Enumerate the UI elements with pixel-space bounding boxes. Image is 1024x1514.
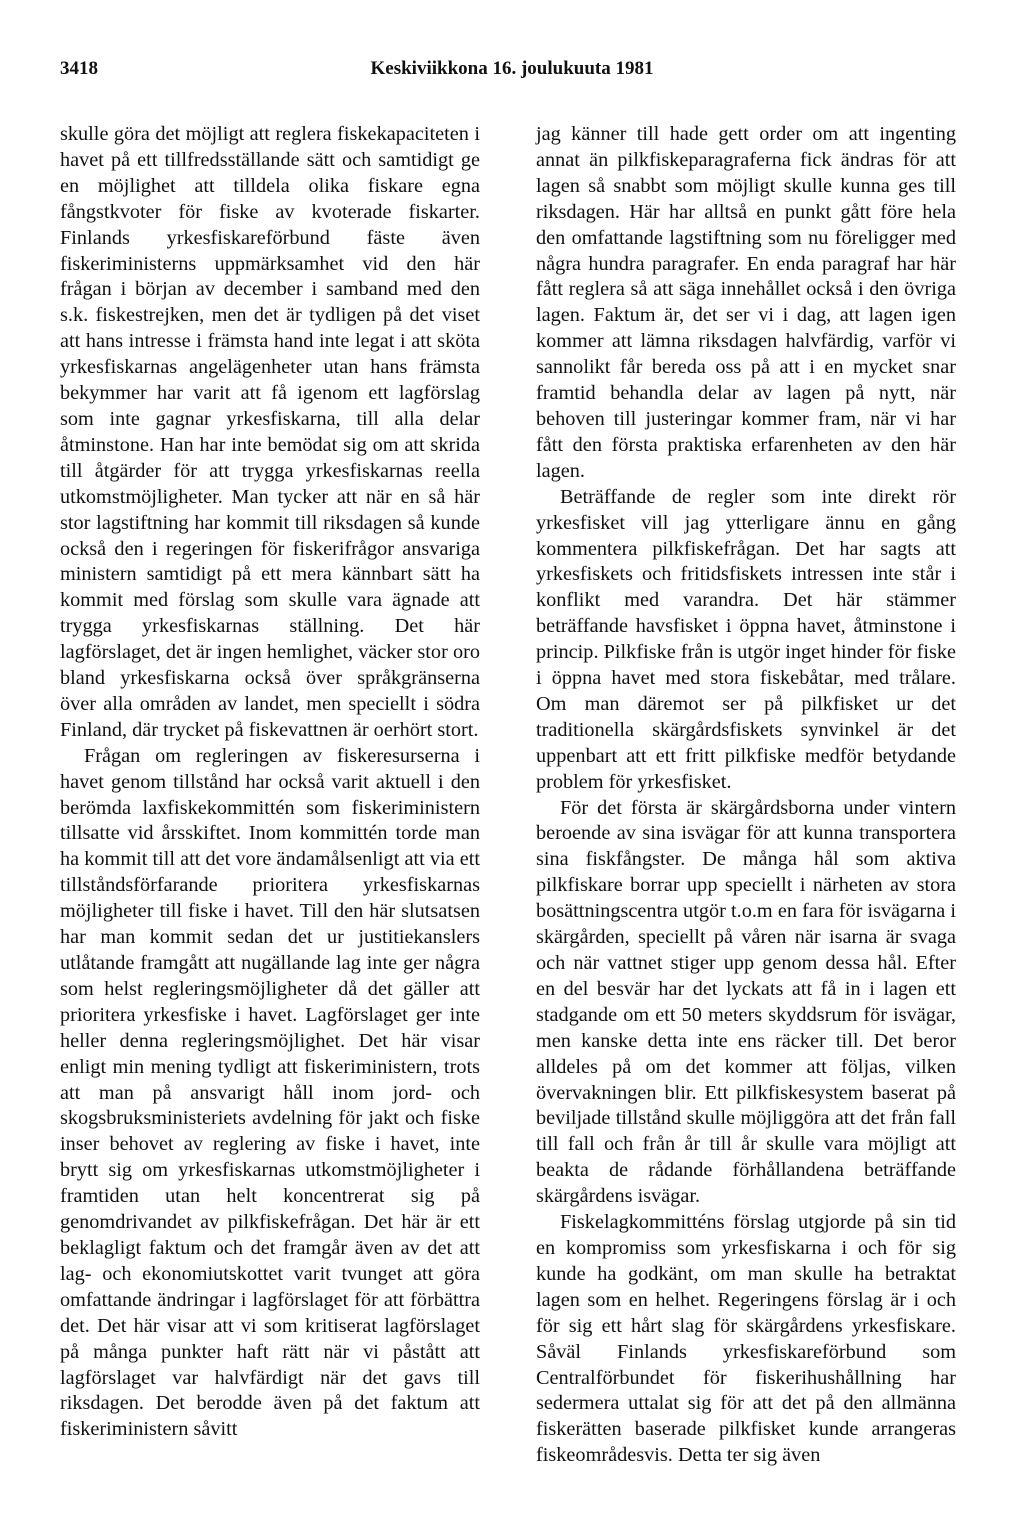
body-paragraph: Frågan om regleringen av fiskeresurserna i havet genom tillstånd har också varit aktuell i den berömda laxfiskekommittén som fiskeriministern tillsatte vid årsskiftet. Inom kommittén torde man ha kommit till att det vore ändamålsenligt att via ett tillståndsförfarande prioritera yrkesfiskarnas möjligheter till fiske i havet. Till den här slutsatsen har man kommit sedan det ur justitiekanslers utlåtande framgått att nugällande lag inte ger några som helst regleringsmöjligheter då det gäller att prioritera yrkesfiske i havet. Lagförslaget ger inte heller denna regleringsmöjlighet. Det här visar enligt min mening tydligt att fiskeriministern, trots att man på ansvarigt håll inom jord- och skogsbruksministeriets avdelning för jakt och fiske inser behovet av reglering av fiske i havet, inte brytt sig om yrkesfiskarnas utkomstmöjligheter i framtiden utan helt koncentrerat sig på genomdrivandet av pilkfiskefrågan. Det här är ett beklagligt faktum och det framgår även av det att lag- och ekonomiutskottet varit tvunget att göra omfattande ändringar i lagförslaget för att förbättra det. Det här visar att vi som kritiserat lagförslaget på många punkter haft rätt när vi påstått att lagförslaget var halvfärdigt när det gavs till riksdagen. Det berodde även på det faktum att fiskeriministern såvitt bbox=[60, 744, 480, 1441]
running-head: Keskiviikkona 16. joulukuuta 1981 bbox=[370, 58, 654, 79]
page-header bbox=[60, 58, 964, 88]
body-paragraph: För det första är skärgårdsborna under vintern beroende av sina isvägar för att kunna transportera sina fiskfångster. De många hål som aktiva pilkfiskare borrar upp speciellt i närheten av stora bosättningscentra utgör t.o.m en fara för isvägarna i skärgården, speciellt på våren när isarna är svaga och när vattnet stiger upp genom dessa hål. Efter en del besvär har det lyckats att få in i lagen ett stadgande om ett 50 meters skyddsrum för isvägar, men kanske detta inte ens räcker till. Det beror alldeles på om det kommer att följas, vilken övervakningen blir. Ett pilkfiskesystem baserat på beviljade tillstånd skulle möjliggöra att det från fall till fall och från år till år skulle vara möjligt att beakta de rådande förhållandena beträffande skärgårdens isvägar. bbox=[536, 796, 956, 1208]
body-paragraph: jag känner till hade gett order om att ingenting annat än pilkfiskeparagraferna fick ändras för att lagen så snabbt som möjligt skulle kunna ges till riksdagen. Här har alltså en punkt gått före hela den omfattande lagstiftning som nu föreligger med några hundra paragrafer. En enda paragraf har här fått reglera så att säga innehållet också i den övriga lagen. Faktum är, det ser vi i dag, att lagen igen kommer att lämna riksdagen halvfärdig, varför vi sannolikt får bereda oss på att i en mycket snar framtid behandla delar av lagen på nytt, när behoven till justeringar kommer fram, när vi har fått den första praktiska erfarenheten av den här lagen. bbox=[536, 123, 956, 482]
page-number: 3418 bbox=[60, 58, 98, 79]
body-paragraph: Beträffande de regler som inte direkt rör yrkesfisket vill jag ytterligare ännu en gång kommentera pilkfiskefrågan. Det har sagts att yrkesfiskets och fritidsfiskets intressen inte står i konflikt med varandra. Det här stämmer beträffande havsfisket i öppna havet, åtminstone i princip. Pilkfiske från is utgör inget hinder för fiske i öppna havet med stora fiskebåtar, med trålare. Om man däremot ser på pilkfisket ur det traditionella skärgårdsfiskets synvinkel är det uppenbart att ett fritt pilkfiske medför betydande problem för yrkesfisket. bbox=[536, 485, 956, 793]
body-paragraph: skulle göra det möjligt att reglera fiskekapaciteten i havet på ett tillfredsställande sätt och samtidigt ge en möjlighet att tilldela olika fiskare egna fångstkvoter för fiske av kvoterade fiskarter. Finlands yrkesfiskareförbund fäste även fiskeriministerns uppmärksamhet vid den här frågan i början av december i samband med den s.k. fiskestrejken, men det är tydligen på det viset att hans intresse i främsta hand inte legat i att sköta yrkesfiskarnas angelägenheter utan hans främsta bekymmer har varit att få igenom ett lagförslag som inte gagnar yrkesfiskarna, till alla delar åtminstone. Han har inte bemödat sig om att skrida till åtgärder för att trygga yrkesfiskarnas reella utkomstmöjligheter. Man tycker att när en så här stor lagstiftning har kommit till riksdagen så kunde också den i regeringen för fiskerifrågor ansvariga ministern samtidigt på ett mera kännbart sätt ha kommit med förslag som skulle vara ägnade att trygga yrkesfiskarnas ställning. Det här lagförslaget, det är ingen hemlighet, väcker stor oro bland yrkesfiskarna också över språkgränserna över alla områden av landet, men speciellt i södra Finland, där trycket på fiskevattnen är oerhört stort. bbox=[60, 123, 480, 741]
body-paragraph: Fiskelagkommitténs förslag utgjorde på sin tid en kompromiss som yrkesfiskarna i och för sig kunde ha godkänt, om man skulle ha betraktat lagen som en helhet. Regeringens förslag är i och för sig ett hårt slag för skärgårdens yrkesfiskare. Såväl Finlands yrkesfiskareförbund som Centralförbundet för fiskerihushållning har sedermera uttalat sig för att det på den allmänna fiskerätten baserade pilkfisket kunde arrangeras fiskeområdesvis. Detta ter sig även bbox=[536, 1211, 956, 1467]
left-column bbox=[60, 122, 480, 1443]
right-column bbox=[536, 122, 956, 1469]
